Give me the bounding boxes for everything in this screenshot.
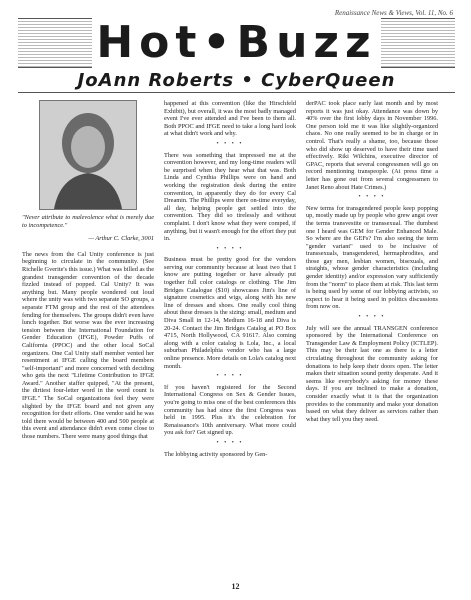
paragraph: derPAC took place early last month and by most reports it was just okay. Attendance was down by 40% over the first lobby days in November 1996. One person told me it was like slightly-organized chaos. No one really seemed to be in charge or in control. That's really a shame, too, because those who did show up deserved to have their time used effectively. Riki Wilchins, executive director of GPAC, reports that several congressmen will go on record mentioning transpeople. (At press time a letter has gone out from several congressmen to Janet Reno about Hate Crimes.) (306, 100, 438, 191)
column-3 (306, 100, 438, 580)
quote-attribution: — Arthur C. Clarke, 3001 (88, 235, 154, 243)
pull-quote: "Never attribute to malevolence what is merely due to incompetence." (22, 214, 154, 229)
column-2 (164, 100, 296, 580)
section-divider: • • • • (216, 245, 244, 252)
section-divider: • • • • (216, 140, 244, 147)
paragraph: happened at this convention (like the Hirschfeld Exhibit), but overall, it was the most badly managed event I've ever attended and I've been to them all. Both PPOC and IFGE need to take a long hard look at what didn't work and why. (164, 100, 296, 138)
paragraph: Business must be pretty good for the vendors serving our community because at least two that I know are putting together or have already put together full color catalogs or clothing. The Jim Bridges Catalogue ($10) showcases Jim's line of signature cosmetics and wigs, along with his new line of dresses and shoes. One really cool thing about these dresses is the sizing: small, medium and Diva Small in 12-14, Medium 16-18 and Diva is 20-24. Contact the Jim Bridges Catalog at PO Box 4715, North Hollywood, CA 91617. Also coming along with a color catalog is Lola, Inc., a local suburban Philadelphia vendor who has a large online presence. More details on Lola's catalog next month. (164, 256, 296, 370)
masthead-title: Hot•Buzz (92, 18, 380, 68)
author-photo (39, 100, 137, 210)
section-divider: • • • • (216, 373, 244, 380)
page-number: 12 (231, 582, 240, 591)
portrait-image (40, 101, 136, 209)
paragraph: The news from the Cal Unity conference is just beginning to circulate in the community. (See Richelle Gverite's this issue.) What was billed as the grandest transgender convention of the decade fizzled instead of popped. Cal Unity? It was anything but. Many people wondered out loud where the unity was with two separate SO groups, a separate FTM group and the rest of the attendees fending for themselves. The groups didn't even have lunch together. But worse was the ever increasing tension between the International Foundation for Gender Education (IFGE), Powder Puffs of California (PPOC) and the other local SoCal organizers. One Cal Unity staff member vented her resentment at IFGE calling the board members "self-important" and more concerned with deciding who gets the next "Lifetime Contribution to IFGE Award." Another staffer quipped, "At the present, the dirtiest four-letter word in the word count is IFGE." The SoCal organizations feel they were slighted by the IFGE board and not given any recognition for their efforts. One vendor said he was told there would be between 400 and 500 people at this event and attendance didn't even come close to those numbers. There were many good things that (22, 250, 154, 441)
section-divider: • • • • (216, 439, 244, 446)
masthead-banner (18, 18, 455, 68)
paragraph: New terms for transgendered people keep popping up, mostly made up by people who grew angst over the terms transvestite or transsexual. The dumbest one I heard was GEM for Gender Enhanced Male. So where are the GEFs? I'm also seeing the term "gender variant" used to be inclusive of transsexuals, transgendered, hermaphrodites, and those gay men, lesbian women, bisexuals, and straights, whose gender characteristics (including gender identity) and/or expression vary sufficiently from the "norm" to place them at risk. This last term is being used by some of our lobbying activists, so expect to hear it being used in politics discussions from now on. (306, 204, 438, 311)
paragraph: The lobbying activity sponsored by Gen- (164, 450, 268, 458)
byline: JoAnn Roberts • CyberQueen (18, 70, 455, 93)
paragraph: There was something that impressed me at the convention however, and my long-time readers will be surprised when they hear what that was. Both Linda and Cynthia Phillips were on hand and working the registration desk during the entire convention, in apparently they do for every Cal Dreamin. The Phillips were there on-time everyday, all day, helping people get settled into the convention. They did so tirelessly and without complaint. I don't know what they were comped, if anything, but it wasn't enough for the effort they put in. (164, 151, 296, 243)
paragraph: July will see the annual TRANSGEN conference sponsored by the International Conference on Transgender Law & Employment Policy (ICTLEP). This may be their last one as there is a letter circulating throughout the community asking for donations to help keep their doors open. The letter makes their situation sound pretty desperate. And it seems like everybody's asking for money these days. If you are inclined to make a donation, consider exactly what it is that the organization provides to the community and make your donation based on what they deliver as services rather than what they tell you they need. (306, 324, 438, 423)
section-divider: • • • • (358, 314, 386, 321)
section-divider: • • • • (358, 194, 386, 201)
running-head: Renaissance News & Views, Vol. 11, No. 6 (334, 9, 453, 17)
paragraph: If you haven't registered for the Second International Congress on Sex & Gender Issues, you're going to miss one of the best conferences this community has had since the first Congress was held in 1995. Plus it's the celebration for Renaissance's 10th anniversary. What more could you ask for? Get signed up. (164, 383, 296, 437)
column-1 (22, 100, 154, 580)
